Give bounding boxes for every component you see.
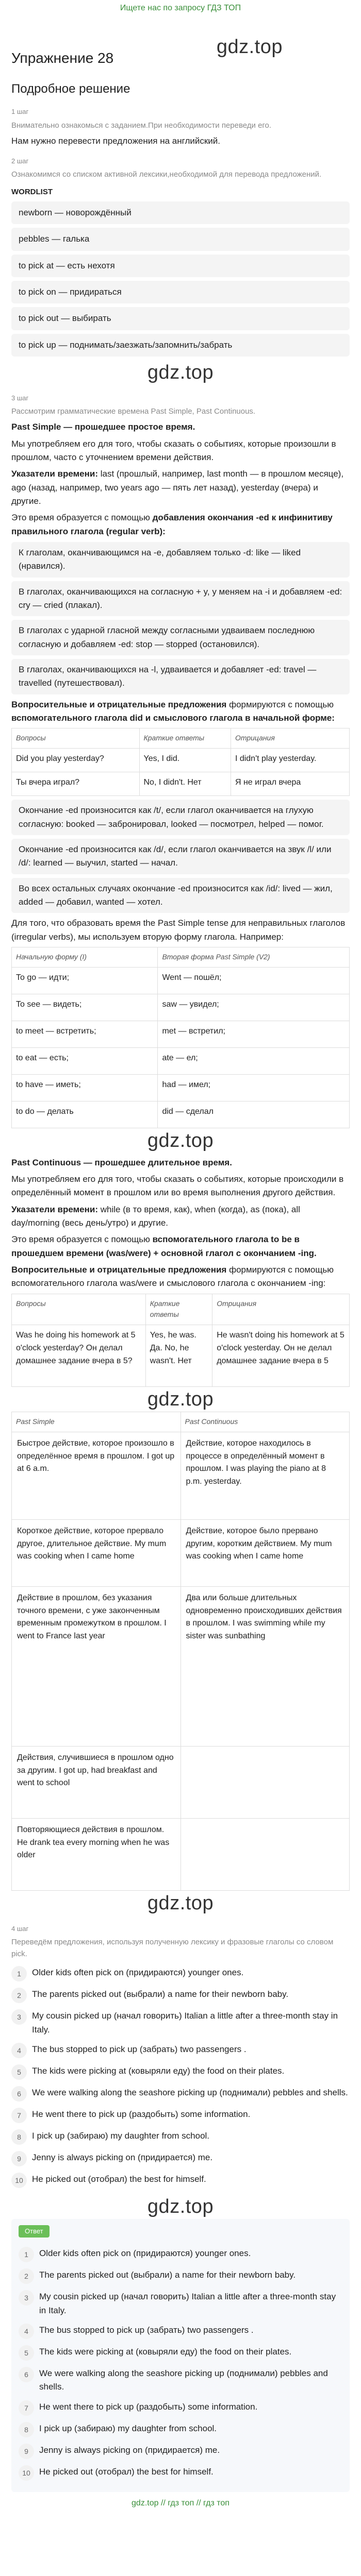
list-item	[11, 2086, 350, 2102]
item-number: 5	[19, 2345, 34, 2361]
pc-markers-text: while (в то время, как), when (когда), as (пока), all day/morning (весь день/утро) и другие.	[11, 1204, 300, 1228]
list-item	[19, 2247, 342, 2262]
table-cell: Повторяющиеся действия в прошлом. He drank tea every morning when he was older	[12, 1818, 181, 1890]
past-continuous-examples-table	[11, 1294, 350, 1387]
table-cell: saw — увидел;	[158, 994, 350, 1021]
list-item	[19, 2290, 342, 2317]
item-number: 3	[19, 2290, 34, 2306]
past-continuous-intro: Мы употребляем его для того, чтобы сказать о событиях, которые происходили в определённый момент в прошлом или во время выполнения другого действия.	[11, 1174, 344, 1198]
item-number: 4	[19, 2324, 34, 2339]
item-number: 2	[19, 2268, 34, 2284]
table-cell: met — встретил;	[158, 1021, 350, 1047]
list-item	[11, 2108, 350, 2123]
list-item	[11, 2129, 350, 2145]
item-text: My cousin picked up (начал говорить) Italian a little after a three-month stay in Italy.	[39, 2292, 336, 2315]
item-text: My cousin picked up (начал говорить) Italian a little after a three-month stay in Italy.	[32, 2011, 338, 2035]
table-cell: Went — пошёл;	[158, 967, 350, 994]
answer-list	[19, 2247, 342, 2480]
rule-item: В глаголах с ударной гласной между согласными удваиваем последнюю согласную и добавляем -ed: stop — stopped (остановился).	[19, 625, 315, 649]
table-cell: Короткое действие, которое прервало другое, длительное действие. My mum was cooking when I came home	[12, 1519, 181, 1586]
past-simple-title: Past Simple — прошедшее простое время.	[11, 422, 195, 432]
formation-a: Это время образуется с помощью	[11, 513, 150, 523]
word-item: pebbles — галька	[11, 228, 350, 250]
verb-forms-table	[11, 947, 350, 1128]
item-text: The parents picked out (выбрали) a name for their newborn baby.	[39, 2270, 296, 2280]
list-item	[19, 2400, 342, 2416]
table-cell: Действие, которое было прервано другим, коротким действием. My mum was cooking when I came home	[180, 1519, 350, 1586]
step-1-label: 1 шаг	[11, 108, 29, 116]
item-text: Jenny is always picking on (придирается) me.	[32, 2153, 213, 2163]
watermark: gdz.top	[147, 2196, 214, 2218]
step-2-hint: Ознакомимся со списком активной лексики,необходимой для перевода предложений.	[11, 170, 322, 179]
pc-form-b: вспомогательного глагола to be в прошедшем времени (was/were) + основной глагол с окончанием -ing.	[11, 1234, 317, 1258]
item-number: 8	[11, 2129, 27, 2145]
list-item	[11, 1966, 350, 1981]
pron-item: Окончание -ed произносится как /d/, если глагол оканчивается на звук /l/ или /d/: learned — выучил, started — начал.	[19, 844, 332, 868]
item-text: Older kids often pick on (придираются) younger ones.	[32, 1968, 244, 1978]
watermark: gdz.top	[147, 1388, 214, 1411]
item-text: We were walking along the seashore picking up (поднимали) pebbles and shells.	[32, 2088, 348, 2098]
pc-form-a: Это время образуется с помощью	[11, 1234, 150, 1245]
table-cell: had — имел;	[158, 1074, 350, 1101]
table-cell: I didn't play yesterday.	[231, 749, 349, 772]
table-header: Past Continuous	[180, 1412, 350, 1432]
step-1-text: Нам нужно перевести предложения на английский.	[11, 135, 221, 146]
pronunciation-box	[11, 878, 350, 913]
list-item	[11, 2151, 350, 2166]
item-number: 5	[11, 2064, 27, 2080]
table-cell: Did you play yesterday?	[12, 749, 140, 772]
step-1-hint: Внимательно ознакомься с заданием.При необходимости переведи его.	[11, 121, 272, 130]
table-cell: Быстрое действие, которое произошло в определённое время в прошлом. I got up at 6 a.m.	[12, 1432, 181, 1519]
table-cell: Yes, I did.	[139, 749, 231, 772]
table-header: Начальную форму (I)	[12, 947, 158, 967]
table-cell: To see — видеть;	[12, 994, 158, 1021]
rule-item: В глаголах, оканчивающихся на -l, удваивается и добавляет -ed: travel — travelled (путешествовал).	[19, 665, 317, 688]
list-item	[19, 2324, 342, 2339]
answer-label: Ответ	[19, 2225, 50, 2238]
list-item	[11, 2173, 350, 2188]
top-search-link[interactable]: Ищете нас по запросу ГДЗ ТОП	[120, 4, 241, 12]
table-cell: to eat — есть;	[12, 1047, 158, 1074]
step-2-label: 2 шаг	[11, 157, 29, 165]
item-text: The bus stopped to pick up (забрать) two passengers .	[32, 2044, 247, 2055]
answer-box	[11, 2219, 350, 2492]
item-text: The kids were picking at (ковыряли еду) the food on their plates.	[32, 2066, 285, 2076]
translation-list	[11, 1966, 350, 2188]
table-cell	[180, 1818, 350, 1890]
item-text: He picked out (отобрал) the best for himself.	[32, 2174, 206, 2184]
table-cell: Действие, которое находилось в процессе в определённый момент в прошлом. I was playing the piano at 8 p.m. yesterday.	[180, 1432, 350, 1519]
table-cell: No, I didn't. Нет	[139, 772, 231, 796]
pron-item: Окончание -ed произносится как /t/, если глагол оканчивается на глухую согласную: booked — забронировал, looked — посмотрел, helped — помог.	[19, 805, 324, 829]
watermark: gdz.top	[216, 36, 283, 58]
table-cell: ate — ел;	[158, 1047, 350, 1074]
footer-links[interactable]: gdz.top // гдз топ // гдз топ	[132, 2498, 229, 2507]
item-text: I pick up (забираю) my daughter from school.	[32, 2131, 210, 2141]
table-header: Вопросы	[12, 1294, 146, 1325]
table-header: Отрицания	[231, 728, 349, 749]
item-number: 10	[11, 2173, 27, 2188]
wordlist	[11, 201, 350, 357]
word-item: to pick on — придираться	[11, 281, 350, 303]
item-text: He picked out (отобрал) the best for himself.	[39, 2466, 214, 2477]
item-number: 7	[19, 2400, 34, 2416]
step-4-label: 4 шаг	[11, 1924, 29, 1933]
item-text: He went there to pick up (раздобыть) some information.	[32, 2109, 251, 2120]
item-number: 6	[11, 2086, 27, 2102]
list-item	[19, 2268, 342, 2284]
list-item	[19, 2345, 342, 2361]
pron-item: Во всех остальных случаях окончание -ed произносится как /id/: lived — жил, added — добавил, wanted — хотел.	[19, 883, 333, 907]
pc-markers-label: Указатели времени:	[11, 1204, 99, 1214]
item-number: 2	[11, 1988, 27, 2003]
list-item	[19, 2444, 342, 2459]
neg-intro-a: Вопросительные и отрицательные предложения	[11, 699, 227, 709]
past-continuous-title: Past Continuous — прошедшее длительное время.	[11, 1157, 232, 1167]
item-number: 9	[11, 2151, 27, 2166]
list-item	[19, 2422, 342, 2437]
markers-text: last (прошлый, например, last month — в прошлом месяце), ago (назад, например, two years ago — пять лет назад), yesterday (вчера) и другие.	[11, 469, 344, 506]
table-cell: to meet — встретить;	[12, 1021, 158, 1047]
word-item: to pick up — поднимать/заезжать/запомнить/забрать	[11, 334, 350, 357]
past-simple-intro: Мы употребляем его для того, чтобы сказать о событиях, которые произошли в прошлом, часто с уточнением времени действия.	[11, 438, 336, 462]
table-cell: Was he doing his homework at 5 o'clock yesterday? Он делал домашнее задание вчера в 5?	[12, 1325, 146, 1387]
table-cell: To go — идти;	[12, 967, 158, 994]
item-text: The parents picked out (выбрали) a name for their newborn baby.	[32, 1989, 289, 1999]
item-text: Jenny is always picking on (придирается) me.	[39, 2445, 220, 2455]
pronunciation-box	[11, 839, 350, 874]
table-cell: Два или больше длительных одновременно происходивших действия в прошлом. I was swimming while my sister was sunbathing	[180, 1586, 350, 1746]
pronunciation-box	[11, 800, 350, 835]
comparison-table	[11, 1412, 350, 1891]
item-number: 4	[11, 2043, 27, 2058]
markers-label: Указатели времени:	[11, 469, 99, 479]
list-item	[11, 2064, 350, 2080]
table-cell: Yes, he was. Да. No, he wasn't. Нет	[145, 1325, 212, 1387]
pc-neg-b: формируются с помощью вспомогательного глагола was/were и смыслового глагола с окончанием -ing:	[11, 1265, 334, 1289]
table-cell: Ты вчера играл?	[12, 772, 140, 796]
rule-item: К глаголам, оканчивающимся на -e, добавляем только -d: like — liked (нравился).	[19, 548, 301, 571]
item-number: 6	[19, 2367, 34, 2382]
item-number: 1	[19, 2247, 34, 2262]
table-header: Отрицания	[212, 1294, 350, 1325]
rules-box	[11, 620, 350, 655]
list-item	[11, 1988, 350, 2003]
rules-box	[11, 542, 350, 578]
table-cell: did — сделал	[158, 1101, 350, 1128]
table-header: Краткие ответы	[139, 728, 231, 749]
table-cell: Я не играл вчера	[231, 772, 349, 796]
watermark: gdz.top	[147, 361, 214, 383]
table-header: Краткие ответы	[145, 1294, 212, 1325]
neg-intro-b: формируются с помощью	[229, 699, 334, 709]
wordlist-title: WORDLIST	[11, 187, 53, 196]
item-number: 7	[11, 2108, 27, 2123]
item-text: We were walking along the seashore picking up (поднимали) pebbles and shells.	[39, 2368, 328, 2392]
item-text: Older kids often pick on (придираются) younger ones.	[39, 2248, 251, 2259]
word-item: newborn — новорождённый	[11, 201, 350, 224]
table-header: Past Simple	[12, 1412, 181, 1432]
list-item	[11, 2009, 350, 2037]
step-3-hint: Рассмотрим грамматические времена Past Simple, Past Continuous.	[11, 407, 256, 416]
list-item	[19, 2367, 342, 2394]
item-text: The kids were picking at (ковыряли еду) the food on their plates.	[39, 2346, 292, 2357]
table-cell: He wasn't doing his homework at 5 o'clock yesterday. Он не делал домашнее задание вчера в 5	[212, 1325, 350, 1387]
item-number: 3	[11, 2009, 27, 2025]
step-4-hint: Переведём предложения, используя полученную лексику и фразовые глаголы со словом pick.	[11, 1937, 334, 1959]
table-cell	[180, 1746, 350, 1818]
table-header: Вторая форма Past Simple (V2)	[158, 947, 350, 967]
item-text: He went there to pick up (раздобыть) some information.	[39, 2401, 258, 2412]
item-text: I pick up (забираю) my daughter from school.	[39, 2423, 217, 2433]
item-number: 1	[11, 1966, 27, 1981]
past-simple-examples-table	[11, 728, 350, 796]
step-3-label: 3 шаг	[11, 394, 29, 402]
table-cell: Действие в прошлом, без указания точного времени, с уже законченным временным промежутком в прошлом. I went to France last year	[12, 1586, 181, 1746]
list-item	[11, 2043, 350, 2058]
rules-box	[11, 581, 350, 617]
page-title: Упражнение 28	[11, 49, 114, 66]
watermark: gdz.top	[147, 1892, 214, 1914]
watermark: gdz.top	[147, 1129, 214, 1151]
table-cell: to have — иметь;	[12, 1074, 158, 1101]
rules-box	[11, 659, 350, 694]
item-number: 10	[19, 2465, 34, 2481]
list-item	[19, 2465, 342, 2481]
table-cell: Действия, случившиеся в прошлом одно за другим. I got up, had breakfast and went to school	[12, 1746, 181, 1818]
table-cell: to do — делать	[12, 1101, 158, 1128]
irregular-intro: Для того, что образовать время the Past Simple tense для неправильных глаголов (irregular verbs), мы используем вторую форму глагола. Например:	[11, 918, 346, 942]
pc-neg-a: Вопросительные и отрицательные предложения	[11, 1265, 227, 1275]
word-item: to pick at — есть нехотя	[11, 255, 350, 277]
word-item: to pick out — выбирать	[11, 307, 350, 330]
formation-b: добавления окончания -ed к инфинитиву правильного глагола (regular verb):	[11, 513, 333, 536]
rule-item: В глаголах, оканчивающихся на согласную + y, у меняем на -i и добавляем -ed: cry — cried (плакал).	[19, 586, 342, 611]
item-text: The bus stopped to pick up (забрать) two passengers .	[39, 2325, 254, 2335]
solution-subtitle: Подробное решение	[11, 82, 130, 96]
item-number: 9	[19, 2444, 34, 2459]
item-number: 8	[19, 2422, 34, 2437]
neg-intro-c: вспомогательного глагола did и смыслового глагола в начальной форме:	[11, 713, 335, 723]
table-header: Вопросы	[12, 728, 140, 749]
